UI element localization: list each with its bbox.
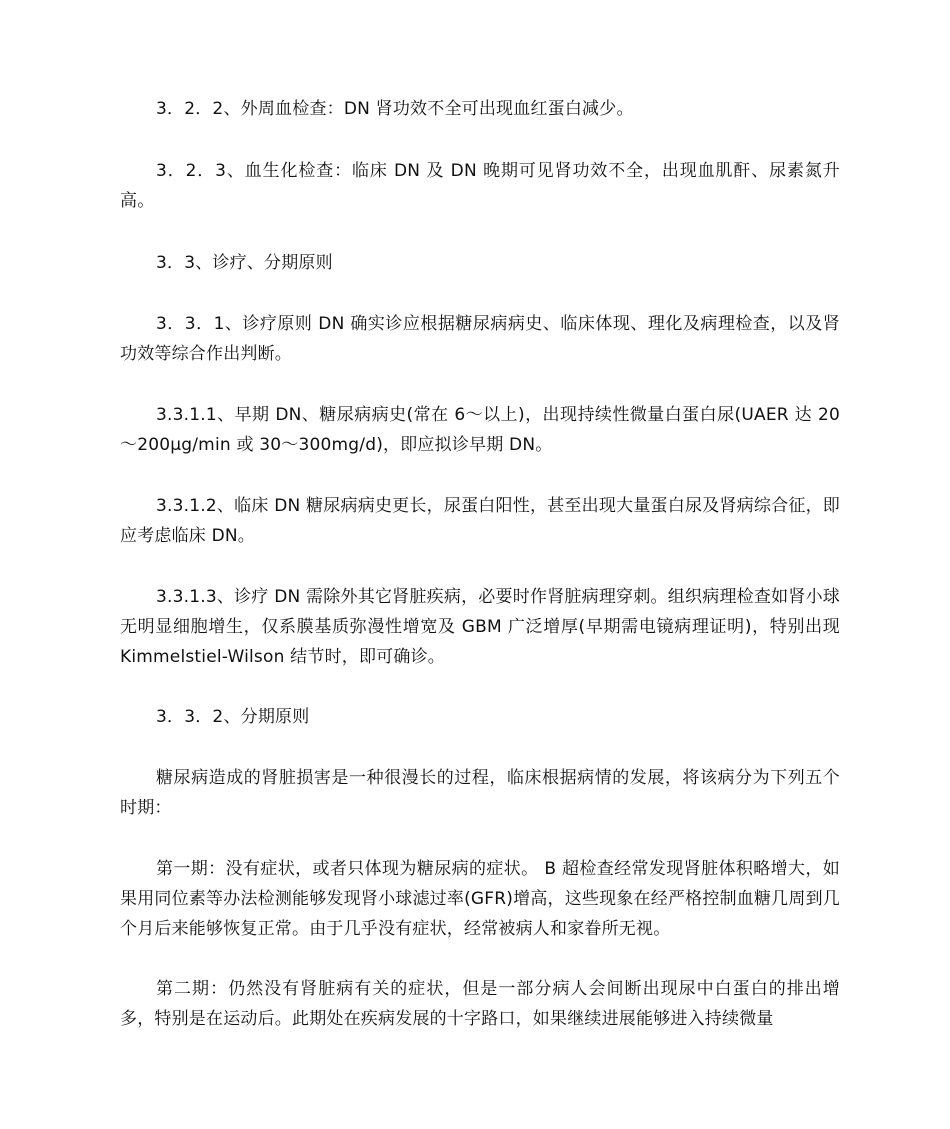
paragraph-stage-one: 第一期：没有症状，或者只体现为糖尿病的症状。 B 超检查经常发现肾脏体积略增大，如果用同位素等办法检测能够发现肾小球滤过率(GFR)增高，这些现象在经严格控制血糖几周到几个月后来能够恢复正常。由于几乎没有症状，经常被病人和家眷所无视。 xyxy=(120,859,840,939)
paragraph-3-3-1-1: 3.3.1.1、早期 DN、糖尿病病史(常在 6～以上)，出现持续性微量白蛋白尿(UAER 达 20～200μg/min 或 30～300mg/d)，即应拟诊早期 DN。 xyxy=(120,405,840,455)
paragraph-3-3-1-2: 3.3.1.2、临床 DN 糖尿病病史更长，尿蛋白阳性，甚至出现大量蛋白尿及肾病综合征，即应考虑临床 DN。 xyxy=(120,496,840,546)
heading-3-3-2: 3．3．2、分期原则 xyxy=(156,707,310,727)
paragraph-3-3-1-3: 3.3.1.3、诊疗 DN 需除外其它肾脏疾病，必要时作肾脏病理穿刺。组织病理检查如肾小球无明显细胞增生，仅系膜基质弥漫性增宽及 GBM 广泛增厚(早期需电镜病理证明)，特别出现 Kimmelstiel-Wilson 结节时，即可确诊。 xyxy=(120,587,840,667)
paragraph-stages-intro: 糖尿病造成的肾脏损害是一种很漫长的过程，临床根据病情的发展，将该病分为下列五个时期： xyxy=(120,768,840,818)
paragraph-stage-two: 第二期：仍然没有肾脏病有关的症状，但是一部分病人会间断出现尿中白蛋白的排出增多，特别是在运动后。此期处在疾病发展的十字路口，如果继续进展能够进入持续微量 xyxy=(120,979,840,1029)
paragraph-3-2-2: 3．2．2、外周血检查：DN 肾功效不全可出现血红蛋白减少。 xyxy=(156,99,634,119)
heading-3-3: 3．3、诊疗、分期原则 xyxy=(156,253,333,273)
paragraph-3-2-3: 3．2．3、血生化检查：临床 DN 及 DN 晚期可见肾功效不全，出现血肌酐、尿素氮升高。 xyxy=(120,161,840,211)
paragraph-3-3-1: 3．3．1、诊疗原则 DN 确实诊应根据糖尿病病史、临床体现、理化及病理检查，以及肾功效等综合作出判断。 xyxy=(120,314,840,364)
